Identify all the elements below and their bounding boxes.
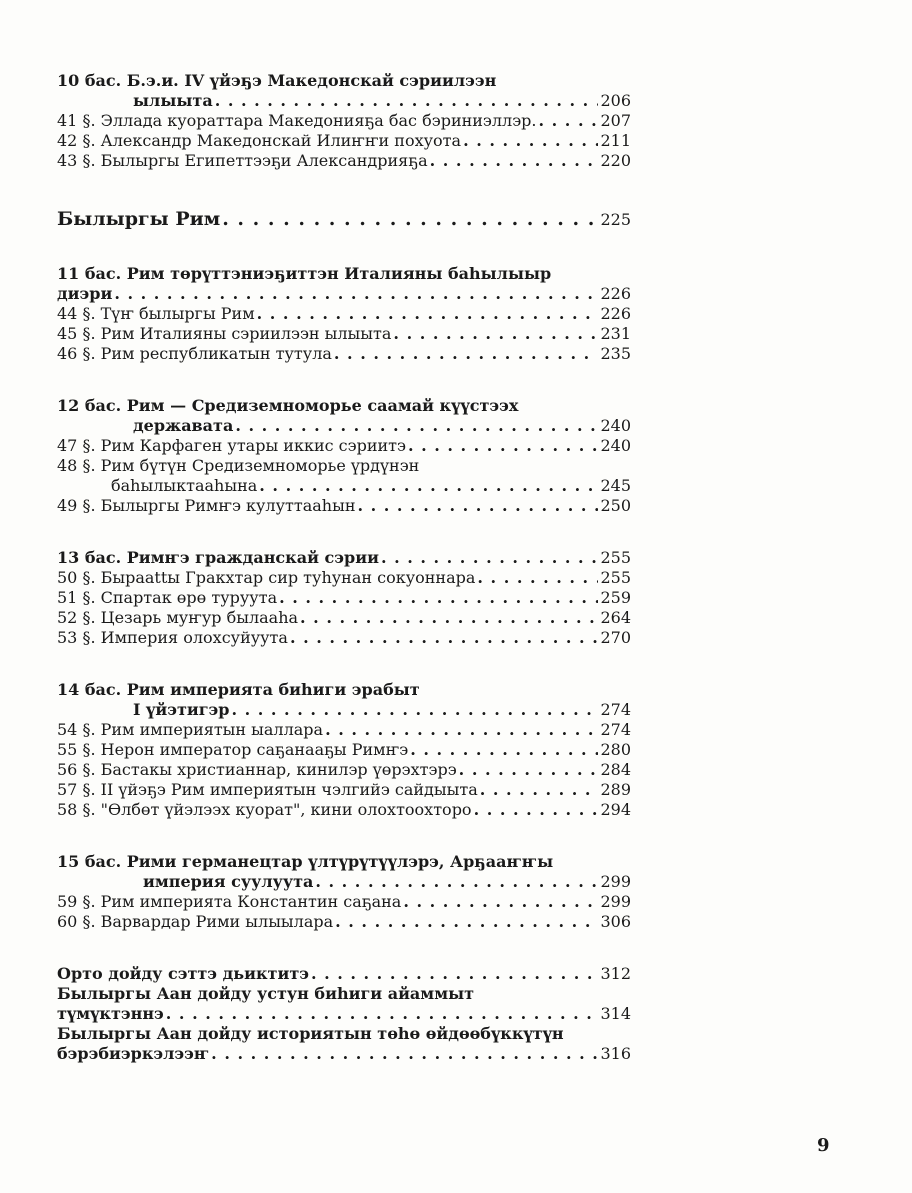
chapter-15: 15 бас. Рими германецтар үлтүрүтүүлэрэ, Арҕааҥҥы империя суулуута . . . 299 [57,852,631,892]
toc-entry: 48 §. Рим бүтүн Средиземноморье үрдүнэн баһылыктааһына . . . 245 [57,456,631,496]
appendix-entry: Былыргы Аан дойду устун биһиги айаммыт түмүктэннэ . . . 314 [57,984,631,1024]
page-ref: 274 [600,700,631,719]
appendix-entry: Былыргы Аан дойду историятын төһө өйдөөбүккүтүн бэрэбиэркэлээҥ . . . 316 [57,1024,631,1064]
toc-entry: 49 §. Былыргы Римҥэ кулуттааһын . . . 250 [57,496,631,516]
toc-entry: 58 §. "Өлбөт үйэлээх куорат", кини олохтоохторо . . . 294 [57,800,631,820]
table-of-contents [57,71,631,1064]
page-ref: 207 [600,111,631,130]
chapter-14: 14 бас. Рим империята биһиги эрабыт I үйэтигэр . . . 274 [57,680,631,720]
toc-entry: 45 §. Рим Италияны сэриилээн ылыыта . . . 231 [57,324,631,344]
chapter-10 [57,71,631,111]
toc-entry: 41 §. Эллада куораттара Македонияҕа бас бэриниэллэр. . . . 207 [57,111,631,131]
toc-entry: 46 §. Рим республикатын тутула . . . 235 [57,344,631,364]
page-ref: 299 [600,872,631,891]
toc-entry: 54 §. Рим империятын ыаллара . . . 274 [57,720,631,740]
toc-entry: 43 §. Былыргы Египеттээҕи Александрияҕа . . . 220 [57,151,631,171]
toc-entry: 47 §. Рим Карфаген утары иккис сэриитэ . . . 240 [57,436,631,456]
toc-entry: 42 §. Александр Македонскай Илиҥҥи похуота . . . 211 [57,131,631,151]
page-ref: 226 [600,284,631,303]
toc-entry: 51 §. Спартак өрө туруута . . . 259 [57,588,631,608]
toc-entry: 52 §. Цезарь муҥур былааһа . . . 264 [57,608,631,628]
chapter-11: 11 бас. Рим төрүттэниэҕиттэн Италияны баһылыыр диэри . . . 226 [57,264,631,304]
chapter-12: 12 бас. Рим — Средиземноморье саамай күүстээх державата . . . 240 [57,396,631,436]
toc-entry: 59 §. Рим империята Константин саҕана . . . 299 [57,892,631,912]
toc-entry: 60 §. Варвардар Рими ылыылара . . . 306 [57,912,631,932]
page-ref: 255 [600,548,631,567]
toc-entry: 55 §. Нерон император саҕанааҕы Римҥэ . . . 280 [57,740,631,760]
page-ref: 240 [600,416,631,435]
page-ref: 225 [600,210,631,229]
toc-entry: 50 §. Быраattы Гракхтар сир туһунан сокуоннара . . . 255 [57,568,631,588]
toc-entry: 56 §. Бастакы христианнар, кинилэр үөрэхтэрэ . . . 284 [57,760,631,780]
part-heading: Былыргы Рим . . . 225 [57,209,631,230]
toc-entry: 57 §. II үйэҕэ Рим империятын чэлгийэ сайдыыта . . . 289 [57,780,631,800]
appendix-entry: Орто дойду сэттэ дьиктитэ . . . 312 [57,964,631,984]
page-ref: 211 [600,131,631,150]
toc-entry: 44 §. Түҥ былыргы Рим . . . 226 [57,304,631,324]
chapter-title-line: 10 бас. Б.э.и. IV үйэҕэ Македонскай сэриилээн [57,71,497,90]
chapter-title-row: ылыыта . . . 206 [57,91,631,111]
toc-entry: 53 §. Империя олохсуйуута . . . 270 [57,628,631,648]
page-ref: 206 [600,91,631,110]
chapter-13: 13 бас. Римҥэ гражданскай сэрии . . . 255 [57,548,631,568]
page-ref: 220 [600,151,631,170]
page-number: 9 [817,1135,830,1156]
